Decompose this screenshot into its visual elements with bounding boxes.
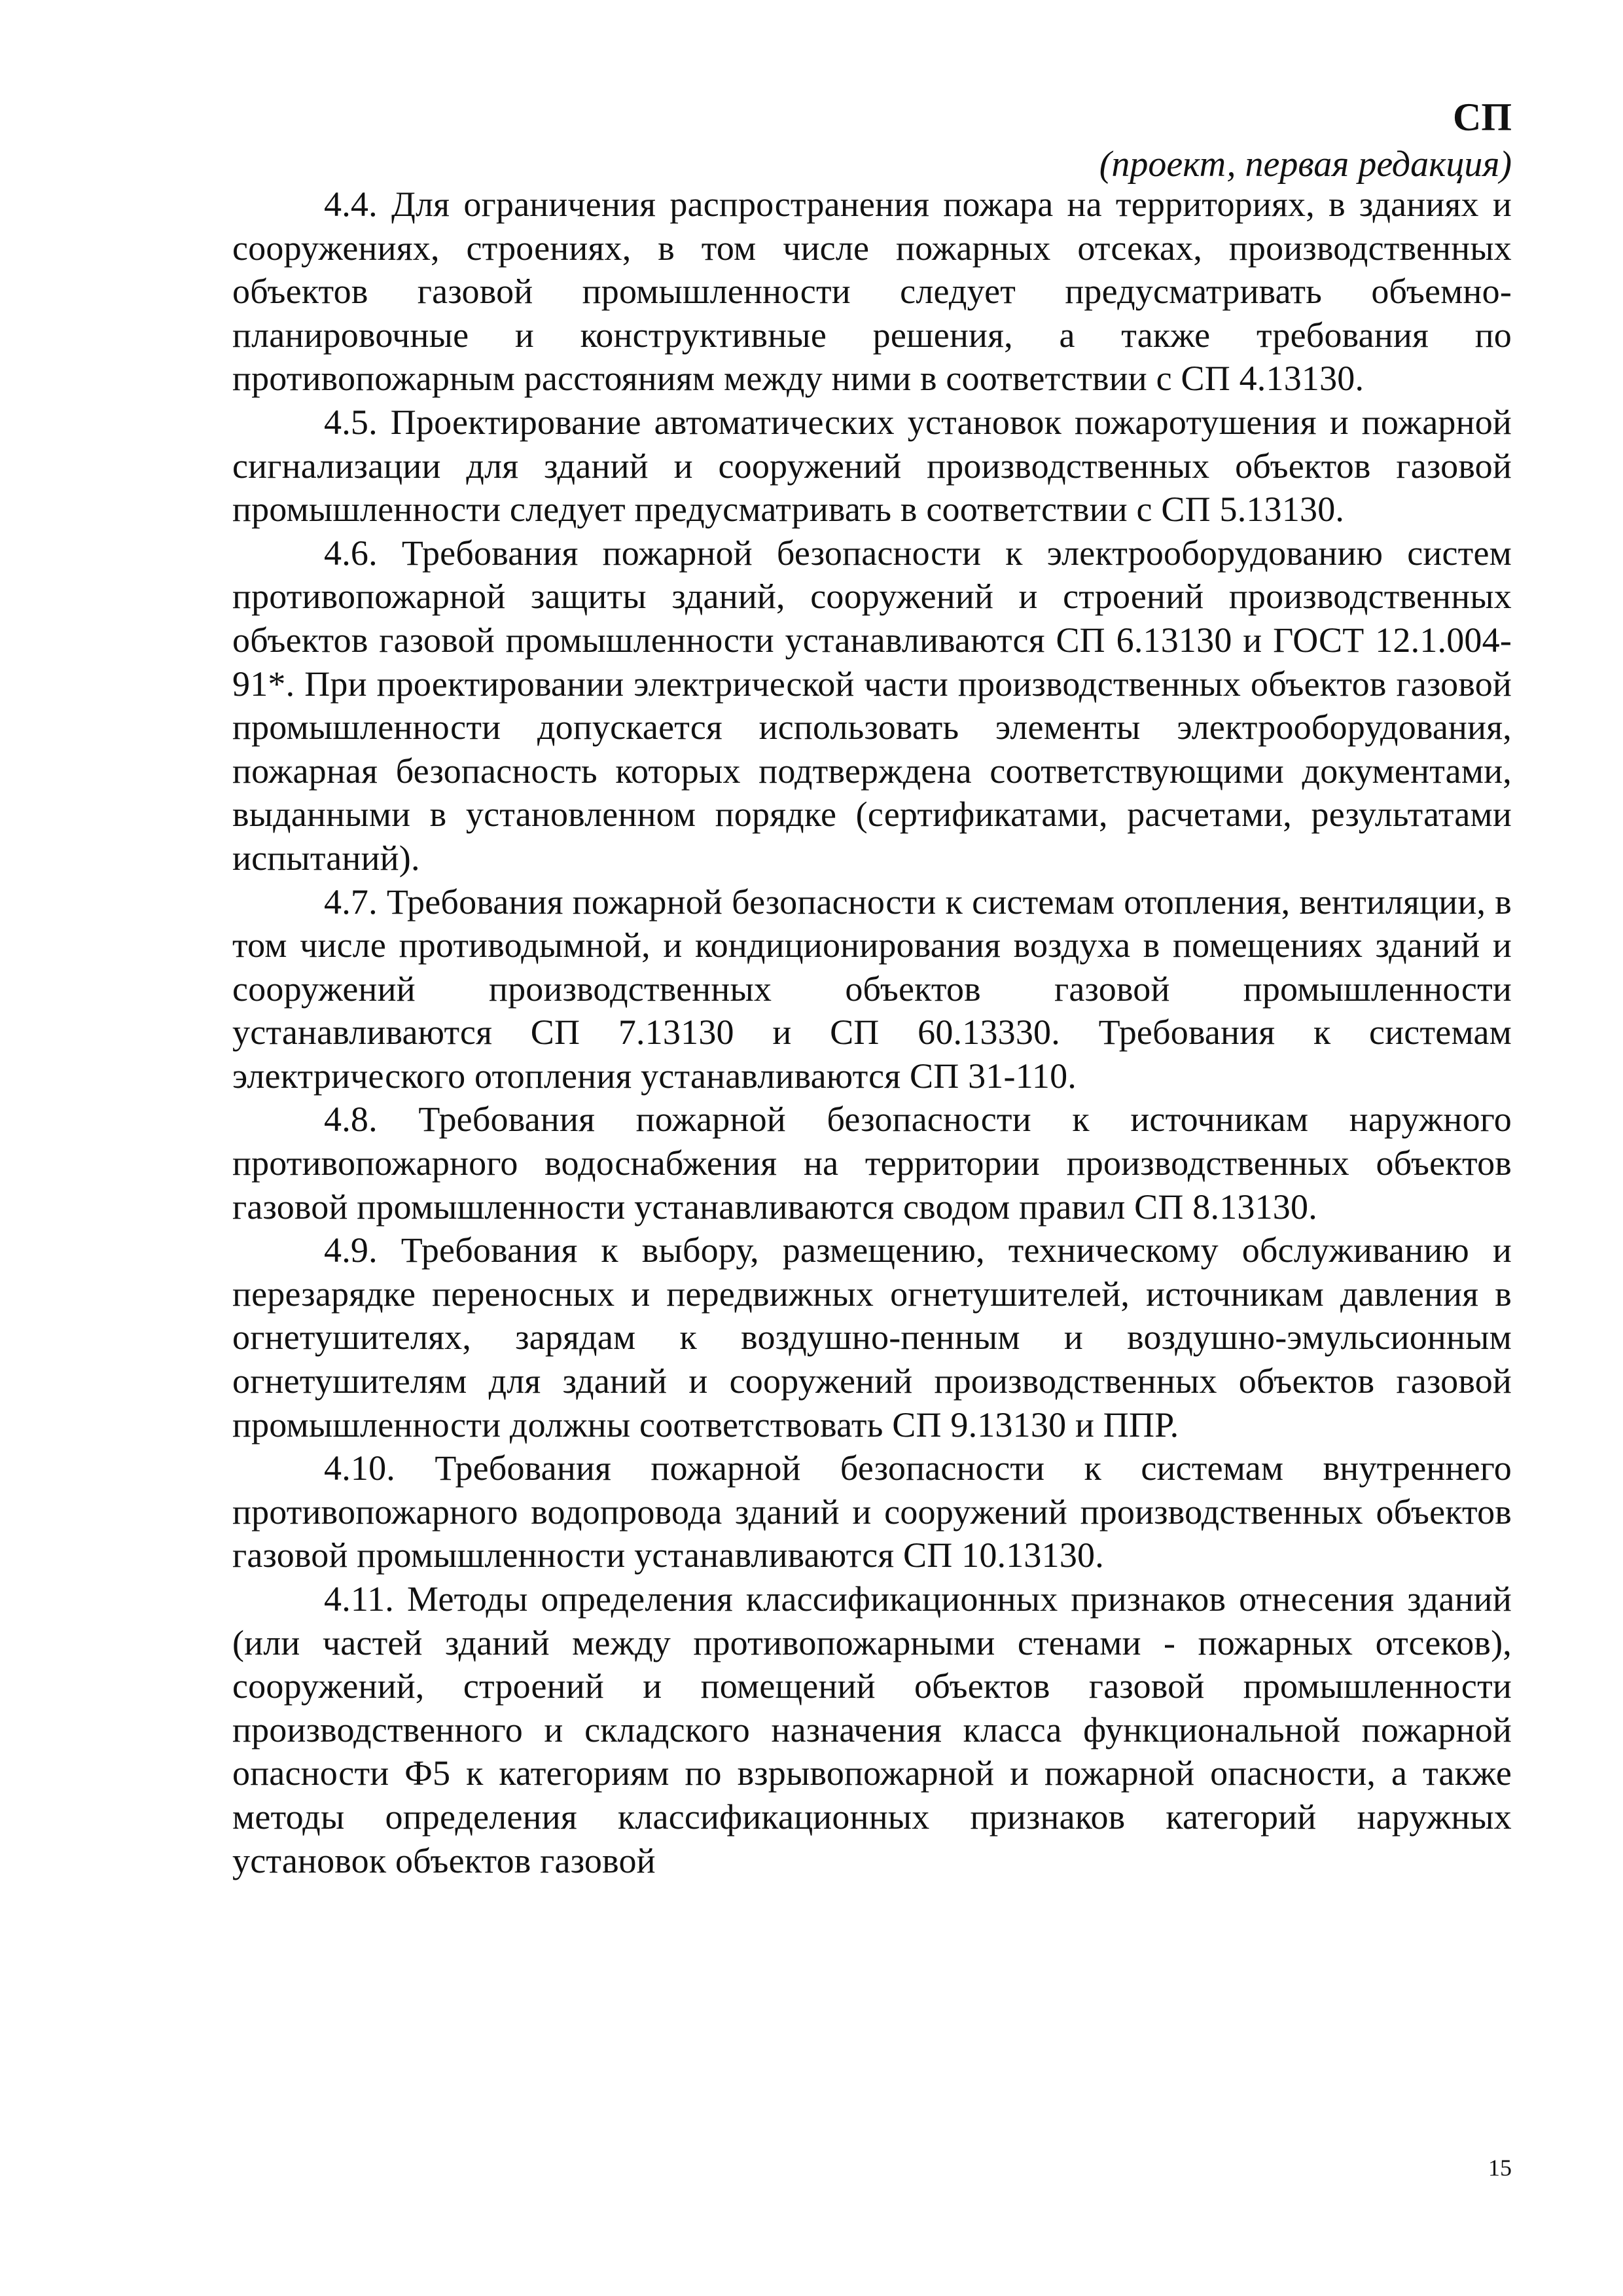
paragraph-4-9: 4.9. Требования к выбору, размещению, техническому обслуживанию и перезарядке переносных и передвижных огнетушителей, источникам давления в огнетушителях, зарядам к воздушно-пенным и воздушно-эмульсионным огнетушителям для зданий и сооружений производственных объектов газовой промышленности должны соответствовать СП 9.13130 и ППР. [232, 1230, 1512, 1444]
page-number: 15 [1488, 2155, 1512, 2181]
paragraph-4-4: 4.4. Для ограничения распространения пожара на территориях, в зданиях и сооружениях, строениях, в том числе пожарных отсеках, производственных объектов газовой промышленности следует предусматривать объемно-планировочные и конструктивные решения, а также требования по противопожарным расстояниям между ними в соответствии с СП 4.13130. [232, 185, 1512, 399]
paragraph-4-7: 4.7. Требования пожарной безопасности к системам отопления, вентиляции, в том числе противодымной, и кондиционирования воздуха в помещениях зданий и сооружений производственных объектов газовой промышленности устанавливаются СП 7.13130 и СП 60.13330. Требования к системам электрического отопления устанавливаются СП 31-110. [232, 882, 1512, 1096]
body-text [232, 183, 1512, 1882]
paragraph-4-5: 4.5. Проектирование автоматических установок пожаротушения и пожарной сигнализации для зданий и сооружений производственных объектов газовой промышленности следует предусматривать в соответствии с СП 5.13130. [232, 402, 1512, 529]
paragraph-4-8: 4.8. Требования пожарной безопасности к источникам наружного противопожарного водоснабжения на территории производственных объектов газовой промышленности устанавливаются сводом правил СП 8.13130. [232, 1100, 1512, 1227]
document-code: СП [1453, 96, 1512, 139]
paragraph-4-11: 4.11. Методы определения классификационных признаков отнесения зданий (или частей зданий между противопожарными стенами - пожарных отсеков), сооружений, строений и помещений объектов газовой промышленности производственного и складского назначения класса функциональной пожарной опасности Ф5 к категориям по взрывопожарной и пожарной опасности, а также методы определения классификационных признаков категорий наружных установок объектов газовой [232, 1579, 1512, 1880]
document-status: (проект, первая редакция) [1099, 144, 1512, 185]
page-header [232, 92, 1512, 186]
paragraph-4-10: 4.10. Требования пожарной безопасности к системам внутреннего противопожарного водопровода зданий и сооружений производственных объектов газовой промышленности устанавливаются СП 10.13130. [232, 1448, 1512, 1575]
paragraph-4-6: 4.6. Требования пожарной безопасности к электрооборудованию систем противопожарной защиты зданий, сооружений и строений производственных объектов газовой промышленности устанавливаются СП 6.13130 и ГОСТ 12.1.004-91*. При проектировании электрической части производственных объектов газовой промышленности допускается использовать элементы электрооборудования, пожарная безопасность которых подтверждена соответствующими документами, выданными в установленном порядке (сертификатами, расчетами, результатами испытаний). [232, 533, 1512, 878]
